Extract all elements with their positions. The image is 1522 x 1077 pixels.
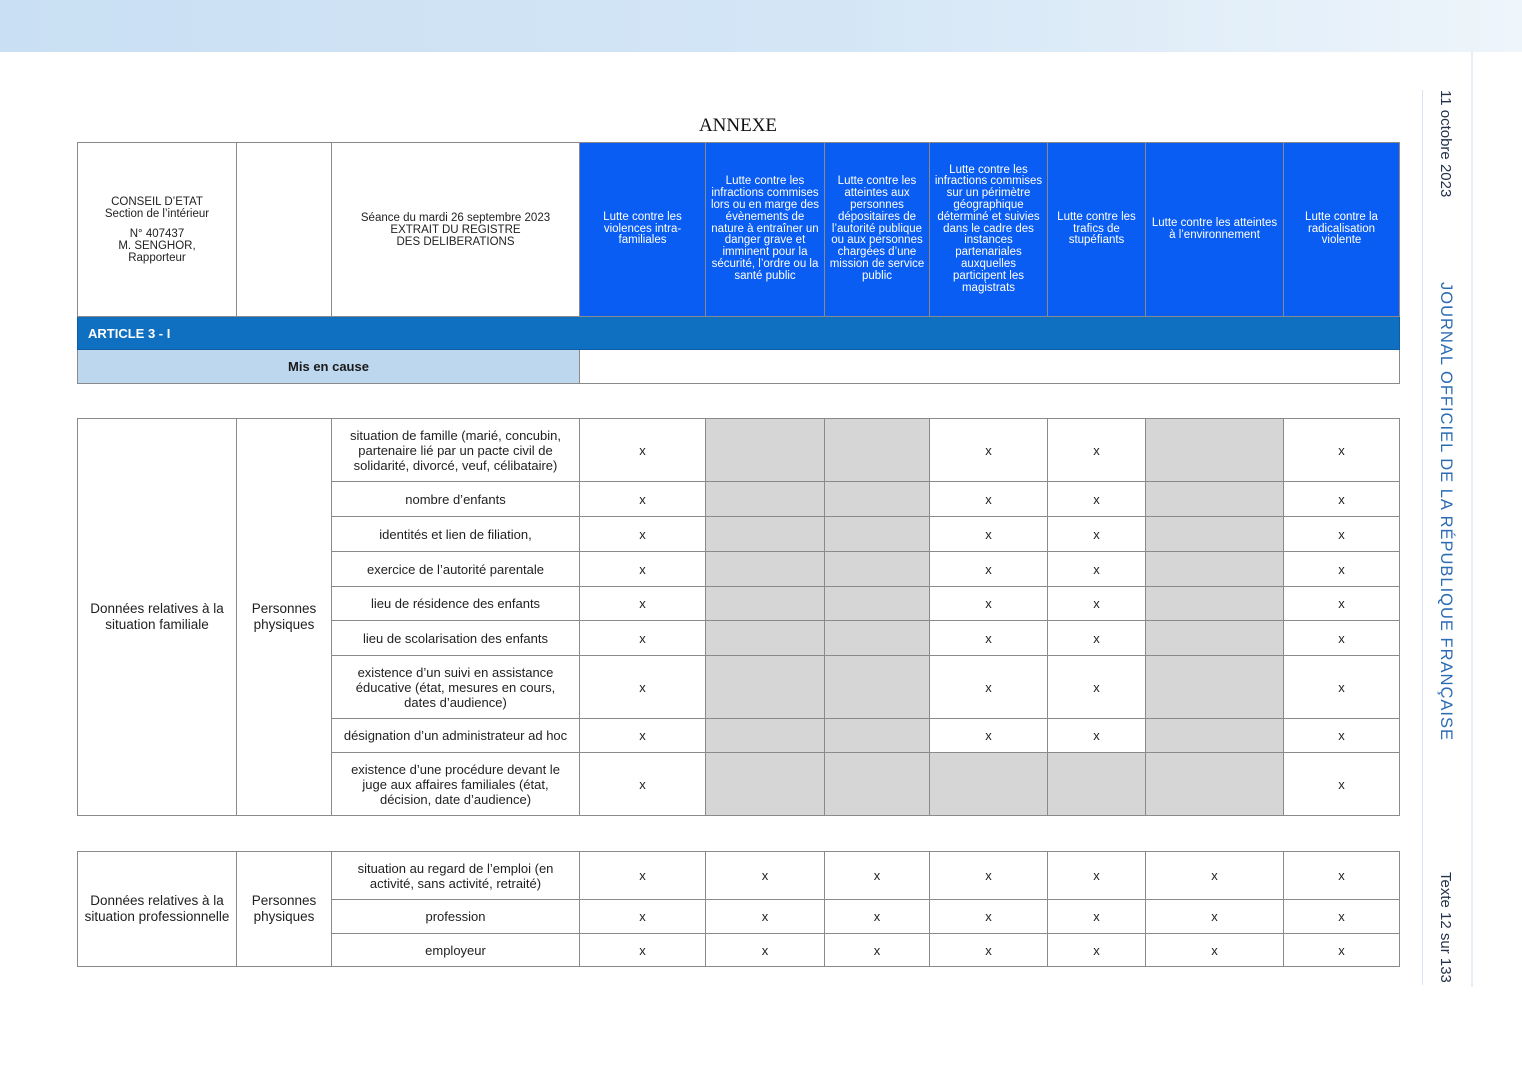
empty-cell — [825, 482, 930, 517]
column-header: Lutte contre les violences intra-familiales — [580, 143, 706, 317]
family-table-body — [78, 419, 1400, 816]
mis-en-cause-empty — [580, 350, 1400, 384]
empty-cell — [706, 552, 825, 587]
conseil-label: CONSEIL D’ETAT — [111, 195, 203, 208]
empty-cell — [706, 482, 825, 517]
check-mark-cell: x — [706, 852, 825, 900]
empty-cell — [1146, 719, 1284, 753]
check-mark-cell: x — [580, 900, 706, 934]
empty-cell — [1146, 753, 1284, 816]
check-mark-cell: x — [930, 934, 1048, 967]
empty-cell — [706, 719, 825, 753]
empty-cell — [825, 517, 930, 552]
table-row — [78, 852, 1400, 900]
empty-cell — [1048, 753, 1146, 816]
column-header: Lutte contre les atteintes à l’environnement — [1146, 143, 1284, 317]
data-item-label: profession — [332, 900, 580, 934]
article-row — [78, 317, 1400, 350]
check-mark-cell: x — [706, 934, 825, 967]
page-counter: Texte 12 sur 133 — [1437, 872, 1454, 983]
empty-cell — [706, 753, 825, 816]
check-mark-cell: x — [930, 719, 1048, 753]
check-mark-cell: x — [1048, 900, 1146, 934]
family-data-table — [77, 418, 1400, 816]
column-header: Lutte contre les infractions commises lors ou en marge des évènements de nature à entraîner un danger grave et imminent pour la sécurité, l’ordre ou la santé public — [706, 143, 825, 317]
rapporteur-name: M. SENGHOR, — [118, 239, 196, 252]
data-item-label: exercice de l’autorité parentale — [332, 552, 580, 587]
check-mark-cell: x — [580, 419, 706, 482]
section-label: Section de l’intérieur — [104, 207, 210, 220]
professional-data-table — [77, 851, 1400, 967]
data-item-label: situation au regard de l’emploi (en activité, sans activité, retraité) — [332, 852, 580, 900]
empty-cell — [1146, 656, 1284, 719]
header-table — [77, 142, 1400, 384]
check-mark-cell: x — [1284, 656, 1400, 719]
check-mark-cell: x — [1048, 719, 1146, 753]
empty-cell — [1146, 482, 1284, 517]
check-mark-cell: x — [930, 656, 1048, 719]
data-item-label: lieu de résidence des enfants — [332, 587, 580, 621]
data-item-label: existence d’une procédure devant le juge aux affaires familiales (état, décision, date d’audience) — [332, 753, 580, 816]
check-mark-cell: x — [1284, 934, 1400, 967]
check-mark-cell: x — [930, 621, 1048, 656]
empty-cell — [706, 656, 825, 719]
check-mark-cell: x — [580, 753, 706, 816]
check-mark-cell: x — [930, 419, 1048, 482]
empty-cell — [706, 517, 825, 552]
check-mark-cell: x — [1048, 552, 1146, 587]
empty-cell — [825, 621, 930, 656]
empty-cell — [706, 587, 825, 621]
data-item-label: identités et lien de filiation, — [332, 517, 580, 552]
conseil-block — [78, 143, 237, 317]
sidebar-divider — [1422, 90, 1423, 985]
check-mark-cell: x — [1048, 656, 1146, 719]
empty-cell — [825, 753, 930, 816]
check-mark-cell: x — [1284, 900, 1400, 934]
column-header: Lutte contre les atteintes aux personnes dépositaires de l’autorité publique ou aux personnes chargées d’une mission de service public — [825, 143, 930, 317]
check-mark-cell: x — [580, 656, 706, 719]
check-mark-cell: x — [1048, 587, 1146, 621]
article-label: ARTICLE 3 - I — [78, 317, 1400, 350]
empty-cell — [706, 621, 825, 656]
check-mark-cell: x — [1048, 852, 1146, 900]
annexe-heading: ANNEXE — [698, 115, 778, 136]
data-item-label: situation de famille (marié, concubin, partenaire lié par un pacte civil de solidarité, divorcé, veuf, célibataire) — [332, 419, 580, 482]
empty-cell — [825, 419, 930, 482]
seance-date: Séance du mardi 26 septembre 2023 — [360, 211, 551, 224]
check-mark-cell: x — [825, 900, 930, 934]
check-mark-cell: x — [580, 621, 706, 656]
seance-block — [332, 143, 580, 317]
data-item-label: lieu de scolarisation des enfants — [332, 621, 580, 656]
check-mark-cell: x — [580, 482, 706, 517]
empty-cell — [1146, 587, 1284, 621]
check-mark-cell: x — [1048, 517, 1146, 552]
data-item-label: désignation d’un administrateur ad hoc — [332, 719, 580, 753]
empty-cell — [1146, 419, 1284, 482]
check-mark-cell: x — [1048, 621, 1146, 656]
check-mark-cell: x — [930, 587, 1048, 621]
empty-cell — [706, 419, 825, 482]
check-mark-cell: x — [1284, 517, 1400, 552]
check-mark-cell: x — [580, 587, 706, 621]
empty-cell — [825, 587, 930, 621]
empty-cell — [825, 719, 930, 753]
check-mark-cell: x — [1048, 934, 1146, 967]
check-mark-cell: x — [1284, 587, 1400, 621]
mis-en-cause-label: Mis en cause — [78, 350, 580, 384]
check-mark-cell: x — [580, 552, 706, 587]
check-mark-cell: x — [1284, 552, 1400, 587]
check-mark-cell: x — [706, 900, 825, 934]
check-mark-cell: x — [580, 934, 706, 967]
data-item-label: nombre d’enfants — [332, 482, 580, 517]
data-item-label: existence d’un suivi en assistance éducative (état, mesures en cours, dates d’audience) — [332, 656, 580, 719]
empty-cell — [825, 656, 930, 719]
check-mark-cell: x — [1284, 419, 1400, 482]
dossier-number: N° 407437 — [129, 227, 185, 240]
check-mark-cell: x — [930, 852, 1048, 900]
check-mark-cell: x — [1284, 482, 1400, 517]
check-mark-cell: x — [1146, 900, 1284, 934]
empty-cell — [930, 753, 1048, 816]
subject-cell: Personnes physiques — [237, 852, 332, 967]
check-mark-cell: x — [1284, 753, 1400, 816]
check-mark-cell: x — [930, 552, 1048, 587]
deliberations-label: DES DELIBERATIONS — [396, 235, 515, 248]
empty-cell — [1146, 552, 1284, 587]
check-mark-cell: x — [825, 852, 930, 900]
empty-cell — [1146, 621, 1284, 656]
extrait-label: EXTRAIT DU REGISTRE — [390, 223, 521, 236]
table-row — [78, 419, 1400, 482]
check-mark-cell: x — [930, 900, 1048, 934]
column-header: Lutte contre la radicalisation violente — [1284, 143, 1400, 317]
check-mark-cell: x — [580, 852, 706, 900]
professional-table-body — [78, 852, 1400, 967]
data-item-label: employeur — [332, 934, 580, 967]
header-row — [78, 143, 1400, 317]
mis-en-cause-row — [78, 350, 1400, 384]
column-header: Lutte contre les infractions commises sur un périmètre géographique déterminé et suivies dans le cadre des instances partenariales auxquelles participent les magistrats — [930, 143, 1048, 317]
check-mark-cell: x — [1284, 852, 1400, 900]
check-mark-cell: x — [930, 517, 1048, 552]
category-cell: Données relatives à la situation professionnelle — [78, 852, 237, 967]
check-mark-cell: x — [1146, 852, 1284, 900]
empty-cell — [825, 552, 930, 587]
subject-cell: Personnes physiques — [237, 419, 332, 816]
check-mark-cell: x — [930, 482, 1048, 517]
empty-cell — [1146, 517, 1284, 552]
top-banner — [0, 0, 1522, 52]
check-mark-cell: x — [1284, 719, 1400, 753]
check-mark-cell: x — [1048, 482, 1146, 517]
check-mark-cell: x — [825, 934, 930, 967]
check-mark-cell: x — [1146, 934, 1284, 967]
check-mark-cell: x — [580, 719, 706, 753]
column-header: Lutte contre les trafics de stupéfiants — [1048, 143, 1146, 317]
publication-date: 11 octobre 2023 — [1437, 90, 1454, 198]
check-mark-cell: x — [580, 517, 706, 552]
category-cell: Données relatives à la situation familiale — [78, 419, 237, 816]
check-mark-cell: x — [1284, 621, 1400, 656]
check-mark-cell: x — [1048, 419, 1146, 482]
rapporteur-label: Rapporteur — [128, 251, 186, 264]
header-empty-cell — [237, 143, 332, 317]
journal-title: JOURNAL OFFICIEL DE LA RÉPUBLIQUE FRANÇAISE — [1437, 282, 1455, 741]
